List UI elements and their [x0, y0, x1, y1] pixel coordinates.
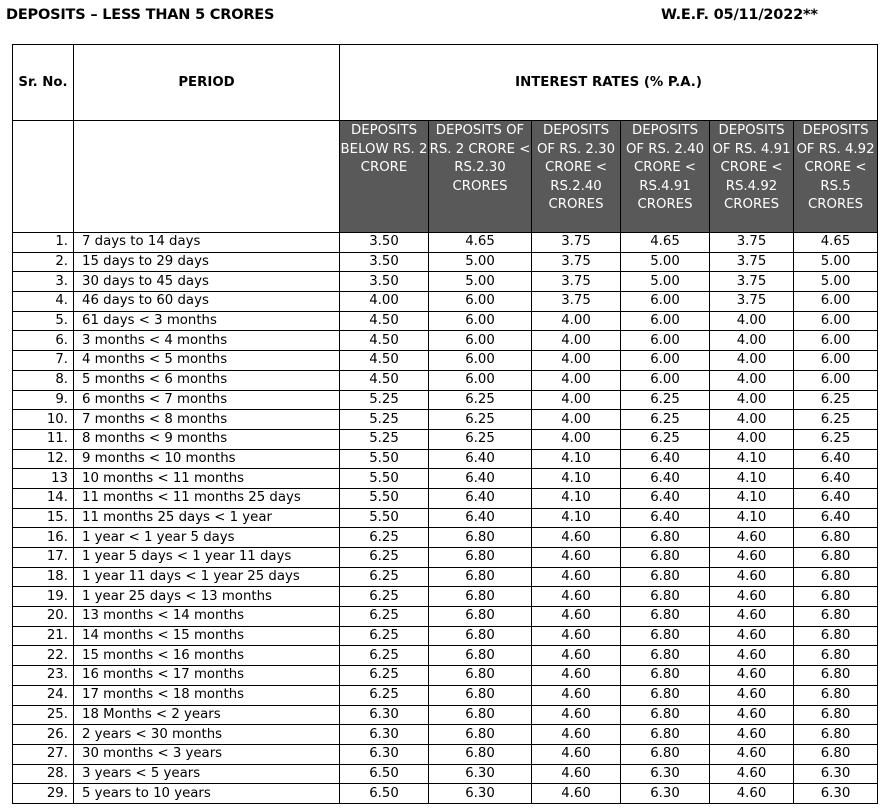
period-cell: 18 Months < 2 years — [74, 705, 340, 725]
table-row — [13, 449, 878, 469]
rate-cell: 6.80 — [621, 567, 710, 587]
rate-cell: 4.50 — [340, 311, 429, 331]
rate-cell: 6.40 — [429, 488, 532, 508]
rate-cell: 6.25 — [429, 410, 532, 430]
rate-cell: 6.80 — [621, 607, 710, 627]
rate-cell: 4.60 — [710, 528, 794, 548]
rate-cell: 3.50 — [340, 233, 429, 253]
sr-no-cell: 13 — [13, 469, 74, 489]
rate-cell: 6.25 — [340, 587, 429, 607]
rate-cell: 4.60 — [532, 764, 621, 784]
rate-cell: 3.75 — [710, 233, 794, 253]
effective-date: W.E.F. 05/11/2022** — [661, 7, 818, 23]
period-cell: 1 year 11 days < 1 year 25 days — [74, 567, 340, 587]
period-cell: 7 days to 14 days — [74, 233, 340, 253]
rate-cell: 6.00 — [621, 311, 710, 331]
period-cell: 15 months < 16 months — [74, 646, 340, 666]
rate-cell: 6.25 — [340, 548, 429, 568]
rate-cell: 4.00 — [532, 429, 621, 449]
rate-cell: 6.80 — [429, 646, 532, 666]
rate-cell: 6.80 — [794, 725, 878, 745]
rate-cell: 6.50 — [340, 784, 429, 804]
rate-cell: 4.60 — [532, 666, 621, 686]
rate-cell: 4.00 — [710, 311, 794, 331]
sr-no-cell: 21. — [13, 626, 74, 646]
rate-cell: 3.75 — [532, 252, 621, 272]
interest-rate-table — [12, 44, 878, 804]
table-row — [13, 292, 878, 312]
period-cell: 2 years < 30 months — [74, 725, 340, 745]
rate-cell: 3.50 — [340, 252, 429, 272]
rate-cell: 4.00 — [710, 331, 794, 351]
rate-cell: 4.60 — [532, 548, 621, 568]
rate-cell: 6.80 — [794, 626, 878, 646]
rate-cell: 6.00 — [621, 351, 710, 371]
table-row — [13, 646, 878, 666]
page-title: DEPOSITS – LESS THAN 5 CRORES — [6, 7, 275, 23]
table-row — [13, 488, 878, 508]
rate-cell: 6.25 — [621, 410, 710, 430]
table-row — [13, 311, 878, 331]
rate-cell: 5.00 — [794, 272, 878, 292]
rate-cell: 5.25 — [340, 390, 429, 410]
rate-cell: 6.80 — [621, 666, 710, 686]
rate-cell: 4.60 — [710, 725, 794, 745]
table-row — [13, 233, 878, 253]
sr-no-cell: 4. — [13, 292, 74, 312]
sr-no-cell: 29. — [13, 784, 74, 804]
rate-col-header: DEPOSITS BELOW RS. 2 CRORE — [340, 121, 429, 233]
period-cell: 46 days to 60 days — [74, 292, 340, 312]
rate-col-header: DEPOSITS OF RS. 4.92 CRORE < RS.5 CRORES — [794, 121, 878, 233]
rate-cell: 4.60 — [532, 705, 621, 725]
rate-cell: 6.25 — [429, 390, 532, 410]
sr-no-cell: 19. — [13, 587, 74, 607]
rate-cell: 4.00 — [710, 351, 794, 371]
rate-cell: 6.00 — [429, 331, 532, 351]
rate-cell: 6.25 — [340, 607, 429, 627]
rate-cell: 5.50 — [340, 508, 429, 528]
rate-col-header: DEPOSITS OF RS. 4.91 CRORE < RS.4.92 CRORES — [710, 121, 794, 233]
sr-no-cell: 15. — [13, 508, 74, 528]
rate-cell: 6.80 — [429, 744, 532, 764]
col-sr-header: Sr. No. — [13, 45, 74, 121]
rate-cell: 6.25 — [794, 429, 878, 449]
table-row — [13, 370, 878, 390]
rate-cell: 6.00 — [794, 292, 878, 312]
rate-cell: 6.25 — [340, 646, 429, 666]
rate-cell: 6.00 — [794, 331, 878, 351]
rate-cell: 6.40 — [429, 469, 532, 489]
rate-cell: 6.80 — [621, 548, 710, 568]
period-cell: 15 days to 29 days — [74, 252, 340, 272]
rate-cell: 6.80 — [429, 528, 532, 548]
rate-cell: 4.60 — [710, 784, 794, 804]
rate-cell: 6.40 — [621, 508, 710, 528]
blank-cell — [74, 121, 340, 233]
sr-no-cell: 1. — [13, 233, 74, 253]
rate-cell: 4.00 — [710, 390, 794, 410]
sr-no-cell: 6. — [13, 331, 74, 351]
rate-cell: 4.10 — [532, 508, 621, 528]
rate-cell: 5.25 — [340, 410, 429, 430]
sr-no-cell: 7. — [13, 351, 74, 371]
rate-cell: 4.10 — [710, 469, 794, 489]
rate-cell: 4.10 — [710, 449, 794, 469]
table-row — [13, 567, 878, 587]
rate-cell: 6.00 — [794, 311, 878, 331]
rate-cell: 6.25 — [621, 390, 710, 410]
rate-cell: 4.60 — [710, 705, 794, 725]
rate-cell: 6.80 — [794, 705, 878, 725]
rate-cell: 4.60 — [710, 646, 794, 666]
sr-no-cell: 27. — [13, 744, 74, 764]
period-cell: 11 months 25 days < 1 year — [74, 508, 340, 528]
rate-cell: 6.40 — [621, 449, 710, 469]
rate-cell: 4.10 — [710, 508, 794, 528]
table-row — [13, 548, 878, 568]
rate-cell: 3.75 — [532, 272, 621, 292]
period-cell: 16 months < 17 months — [74, 666, 340, 686]
rate-cell: 4.50 — [340, 351, 429, 371]
rate-cell: 6.80 — [429, 685, 532, 705]
rate-cell: 4.60 — [710, 666, 794, 686]
rate-cell: 6.30 — [429, 784, 532, 804]
period-cell: 30 months < 3 years — [74, 744, 340, 764]
rate-cell: 5.50 — [340, 488, 429, 508]
period-cell: 8 months < 9 months — [74, 429, 340, 449]
rate-cell: 6.40 — [429, 449, 532, 469]
rate-cell: 5.50 — [340, 469, 429, 489]
rate-cell: 4.00 — [532, 410, 621, 430]
rate-cell: 6.80 — [794, 646, 878, 666]
sr-no-cell: 14. — [13, 488, 74, 508]
rate-cell: 5.00 — [429, 252, 532, 272]
table-row — [13, 764, 878, 784]
rate-cell: 4.65 — [794, 233, 878, 253]
period-cell: 30 days to 45 days — [74, 272, 340, 292]
period-cell: 17 months < 18 months — [74, 685, 340, 705]
sr-no-cell: 25. — [13, 705, 74, 725]
table-row — [13, 469, 878, 489]
rate-cell: 6.00 — [429, 351, 532, 371]
period-cell: 4 months < 5 months — [74, 351, 340, 371]
rate-cell: 6.80 — [621, 744, 710, 764]
rate-cell: 6.80 — [621, 685, 710, 705]
rate-col-header: DEPOSITS OF RS. 2.40 CRORE < RS.4.91 CRORES — [621, 121, 710, 233]
rate-cell: 5.00 — [621, 272, 710, 292]
rate-cell: 6.80 — [621, 705, 710, 725]
rate-cell: 4.00 — [532, 311, 621, 331]
rate-cell: 6.80 — [794, 666, 878, 686]
table-row — [13, 784, 878, 804]
col-period-header: PERIOD — [74, 45, 340, 121]
rate-cell: 6.30 — [340, 705, 429, 725]
rate-cell: 6.80 — [794, 685, 878, 705]
table-row — [13, 626, 878, 646]
rate-cell: 4.50 — [340, 370, 429, 390]
rate-cell: 4.60 — [532, 607, 621, 627]
sr-no-cell: 24. — [13, 685, 74, 705]
rate-cell: 6.00 — [794, 351, 878, 371]
rate-cell: 6.00 — [621, 292, 710, 312]
rate-cell: 5.00 — [429, 272, 532, 292]
period-cell: 13 months < 14 months — [74, 607, 340, 627]
rate-cell: 6.80 — [794, 607, 878, 627]
sr-no-cell: 17. — [13, 548, 74, 568]
table-row — [13, 725, 878, 745]
sr-no-cell: 9. — [13, 390, 74, 410]
period-cell: 1 year < 1 year 5 days — [74, 528, 340, 548]
rate-cell: 6.00 — [794, 370, 878, 390]
period-cell: 9 months < 10 months — [74, 449, 340, 469]
period-cell: 1 year 25 days < 13 months — [74, 587, 340, 607]
rate-cell: 6.30 — [621, 784, 710, 804]
rate-cell: 6.80 — [429, 666, 532, 686]
rate-cell: 4.00 — [340, 292, 429, 312]
sr-no-cell: 8. — [13, 370, 74, 390]
rate-cell: 6.25 — [429, 429, 532, 449]
sr-no-cell: 22. — [13, 646, 74, 666]
sr-no-cell: 10. — [13, 410, 74, 430]
table-row — [13, 705, 878, 725]
table-row — [13, 685, 878, 705]
table-row — [13, 390, 878, 410]
rate-cell: 4.60 — [532, 587, 621, 607]
sr-no-cell: 18. — [13, 567, 74, 587]
rate-cell: 4.60 — [532, 626, 621, 646]
table-row — [13, 528, 878, 548]
rate-cell: 4.60 — [710, 685, 794, 705]
rate-cell: 3.75 — [710, 272, 794, 292]
period-cell: 10 months < 11 months — [74, 469, 340, 489]
period-cell: 14 months < 15 months — [74, 626, 340, 646]
rate-cell: 6.25 — [340, 666, 429, 686]
rate-cell: 3.75 — [710, 252, 794, 272]
rate-cell: 3.50 — [340, 272, 429, 292]
rate-cell: 6.80 — [621, 528, 710, 548]
rate-cell: 6.25 — [340, 626, 429, 646]
rate-cell: 4.10 — [710, 488, 794, 508]
rate-cell: 6.80 — [429, 607, 532, 627]
table-row — [13, 508, 878, 528]
rate-cell: 6.80 — [429, 567, 532, 587]
rate-col-header: DEPOSITS OF RS. 2.30 CRORE < RS.2.40 CRORES — [532, 121, 621, 233]
rate-cell: 6.30 — [794, 764, 878, 784]
rate-cell: 6.40 — [794, 449, 878, 469]
rate-cell: 4.10 — [532, 469, 621, 489]
rate-cell: 4.60 — [710, 744, 794, 764]
rate-cell: 6.00 — [429, 370, 532, 390]
period-cell: 3 months < 4 months — [74, 331, 340, 351]
rate-cell: 6.80 — [429, 626, 532, 646]
rate-cell: 6.80 — [429, 587, 532, 607]
sr-no-cell: 5. — [13, 311, 74, 331]
rate-cell: 6.25 — [794, 390, 878, 410]
sr-no-cell: 12. — [13, 449, 74, 469]
rate-cell: 4.50 — [340, 331, 429, 351]
rate-cell: 6.80 — [794, 567, 878, 587]
rate-cell: 3.75 — [710, 292, 794, 312]
period-cell: 6 months < 7 months — [74, 390, 340, 410]
rate-cell: 6.40 — [429, 508, 532, 528]
rate-cell: 6.80 — [429, 705, 532, 725]
rate-cell: 4.60 — [532, 567, 621, 587]
rate-cell: 6.30 — [429, 764, 532, 784]
rate-cell: 6.25 — [340, 528, 429, 548]
period-cell: 11 months < 11 months 25 days — [74, 488, 340, 508]
rate-cell: 6.40 — [621, 469, 710, 489]
blank-cell — [13, 121, 74, 233]
rate-cell: 6.25 — [340, 685, 429, 705]
table-row — [13, 252, 878, 272]
table-row — [13, 587, 878, 607]
rate-cell: 6.80 — [621, 646, 710, 666]
rate-cell: 6.80 — [429, 725, 532, 745]
sr-no-cell: 2. — [13, 252, 74, 272]
sr-no-cell: 23. — [13, 666, 74, 686]
rate-cell: 6.80 — [794, 528, 878, 548]
period-cell: 5 years to 10 years — [74, 784, 340, 804]
rate-cell: 4.60 — [532, 685, 621, 705]
rate-cell: 6.00 — [429, 292, 532, 312]
sr-no-cell: 16. — [13, 528, 74, 548]
period-cell: 5 months < 6 months — [74, 370, 340, 390]
table-row — [13, 429, 878, 449]
table-row — [13, 666, 878, 686]
rate-cell: 4.10 — [532, 488, 621, 508]
rate-col-header: DEPOSITS OF RS. 2 CRORE < RS.2.30 CRORES — [429, 121, 532, 233]
rate-cell: 4.60 — [710, 764, 794, 784]
rate-cell: 6.25 — [794, 410, 878, 430]
rate-cell: 6.80 — [794, 587, 878, 607]
table-row — [13, 410, 878, 430]
rate-cell: 3.75 — [532, 292, 621, 312]
rate-cell: 5.00 — [794, 252, 878, 272]
rate-cell: 6.00 — [621, 370, 710, 390]
rate-cell: 4.00 — [532, 390, 621, 410]
rate-cell: 6.00 — [621, 331, 710, 351]
period-cell: 1 year 5 days < 1 year 11 days — [74, 548, 340, 568]
sr-no-cell: 3. — [13, 272, 74, 292]
rate-cell: 4.00 — [532, 351, 621, 371]
rate-cell: 6.80 — [621, 626, 710, 646]
period-cell: 3 years < 5 years — [74, 764, 340, 784]
rate-cell: 4.00 — [532, 370, 621, 390]
rate-cell: 4.60 — [710, 587, 794, 607]
rate-cell: 4.00 — [532, 331, 621, 351]
rate-cell: 6.80 — [429, 548, 532, 568]
sr-no-cell: 26. — [13, 725, 74, 745]
rate-cell: 4.60 — [710, 567, 794, 587]
period-cell: 61 days < 3 months — [74, 311, 340, 331]
rate-cell: 6.30 — [621, 764, 710, 784]
sr-no-cell: 11. — [13, 429, 74, 449]
rate-cell: 5.50 — [340, 449, 429, 469]
table-row — [13, 272, 878, 292]
rate-cell: 6.30 — [340, 725, 429, 745]
rate-cell: 4.10 — [532, 449, 621, 469]
rate-cell: 3.75 — [532, 233, 621, 253]
rate-cell: 5.00 — [621, 252, 710, 272]
rate-cell: 4.60 — [710, 548, 794, 568]
sr-no-cell: 20. — [13, 607, 74, 627]
rate-cell: 4.60 — [532, 646, 621, 666]
rate-cell: 4.65 — [429, 233, 532, 253]
rate-cell: 4.60 — [710, 607, 794, 627]
table-row — [13, 331, 878, 351]
rate-cell: 6.40 — [794, 508, 878, 528]
rate-cell: 6.00 — [429, 311, 532, 331]
rate-cell: 6.50 — [340, 764, 429, 784]
rate-cell: 6.80 — [794, 548, 878, 568]
rate-cell: 6.25 — [340, 567, 429, 587]
table-row — [13, 351, 878, 371]
table-row — [13, 744, 878, 764]
rate-cell: 5.25 — [340, 429, 429, 449]
rate-cell: 6.30 — [794, 784, 878, 804]
rate-cell: 6.80 — [621, 725, 710, 745]
rate-cell: 6.80 — [794, 744, 878, 764]
rate-cell: 4.00 — [710, 410, 794, 430]
rate-cell: 4.60 — [532, 744, 621, 764]
rate-cell: 4.00 — [710, 370, 794, 390]
rate-cell: 4.60 — [532, 784, 621, 804]
rate-cell: 6.80 — [621, 587, 710, 607]
table-row — [13, 607, 878, 627]
rate-cell: 6.25 — [621, 429, 710, 449]
rate-cell: 4.65 — [621, 233, 710, 253]
rate-cell: 6.40 — [794, 488, 878, 508]
rate-cell: 6.40 — [621, 488, 710, 508]
rate-cell: 4.60 — [710, 626, 794, 646]
rate-cell: 4.60 — [532, 725, 621, 745]
period-cell: 7 months < 8 months — [74, 410, 340, 430]
sr-no-cell: 28. — [13, 764, 74, 784]
col-rates-header: INTEREST RATES (% P.A.) — [340, 45, 878, 121]
rate-cell: 6.30 — [340, 744, 429, 764]
rate-cell: 6.40 — [794, 469, 878, 489]
rate-cell: 4.00 — [710, 429, 794, 449]
rate-cell: 4.60 — [532, 528, 621, 548]
